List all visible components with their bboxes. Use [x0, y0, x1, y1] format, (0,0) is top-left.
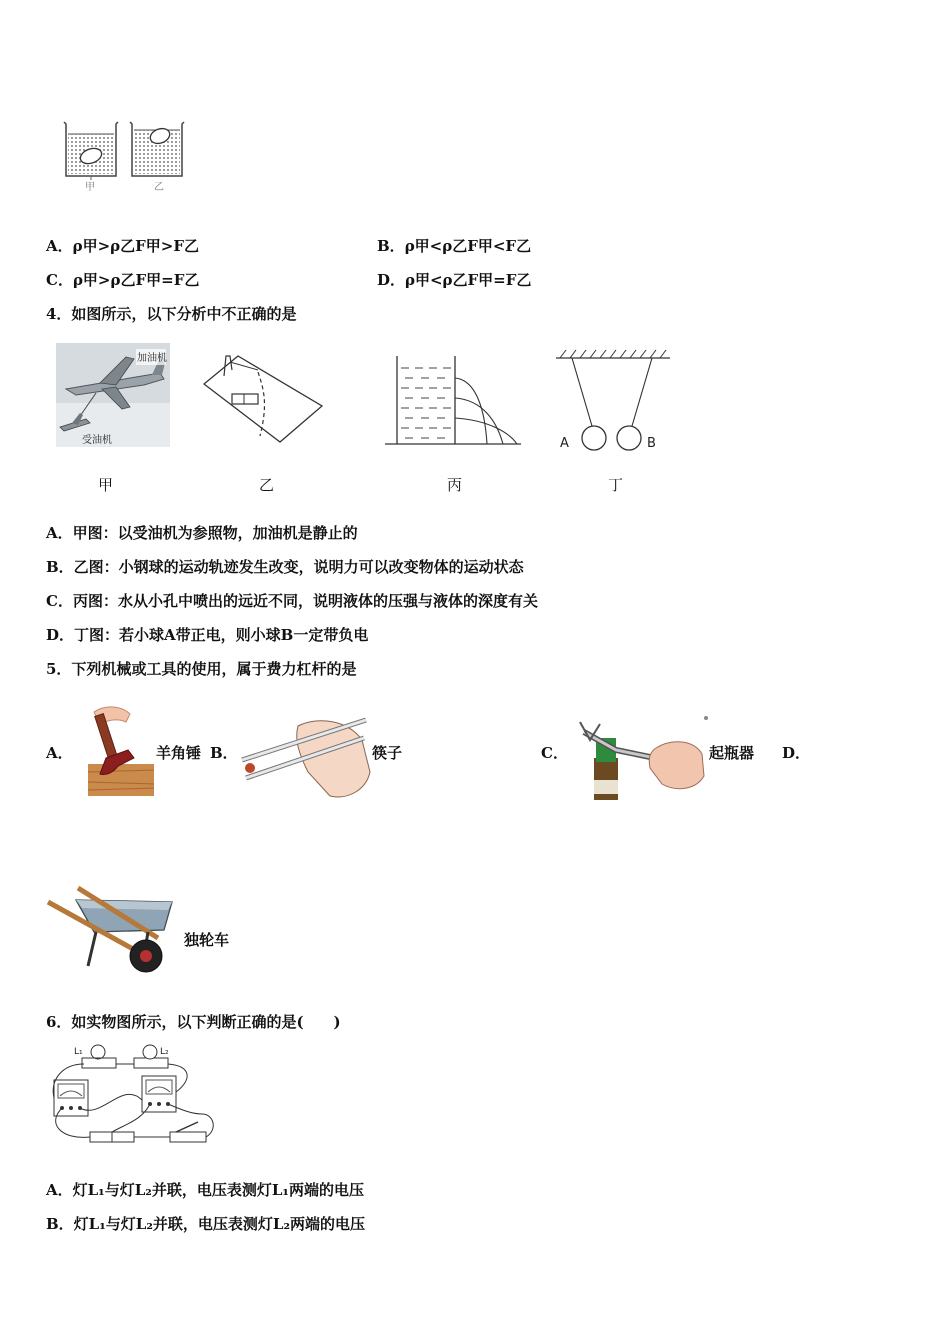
beaker-jia: [64, 122, 118, 180]
ball-b-label: B: [647, 436, 656, 451]
beaker-yi: [130, 122, 184, 176]
plane-label-bottom: 受油机: [82, 435, 112, 446]
q3-option-b-text: ρ甲<ρ乙F甲<F乙: [404, 237, 532, 255]
q4-option-b[interactable]: B．乙图：小钢球的运动轨迹发生改变，说明力可以改变物体的运动状态: [46, 558, 524, 576]
battery: [90, 1132, 134, 1142]
meter-right: [142, 1076, 176, 1112]
ball-a-circle: [582, 426, 606, 450]
q4-option-a[interactable]: A．甲图：以受油机为参照物，加油机是静止的: [46, 524, 358, 542]
lamp-l1: [82, 1045, 116, 1068]
q3-option-c[interactable]: [46, 270, 199, 290]
q3-option-c-text: ρ甲>ρ乙F甲=F乙: [72, 271, 200, 289]
beaker-left-label: 甲: [85, 182, 95, 193]
q4-caption-ding: 丁: [608, 476, 624, 494]
q5-option-a-label: 羊角锤: [156, 744, 202, 762]
q3-option-b[interactable]: [377, 236, 531, 256]
circuit-figure: [42, 1040, 220, 1150]
ball-magnet-figure: [200, 350, 326, 446]
q4-caption-yi: 乙: [259, 476, 275, 494]
q5-option-a-key[interactable]: A．: [46, 744, 73, 762]
q3-option-a-text: ρ甲>ρ乙F甲>F乙: [72, 237, 200, 255]
q4-caption-jia: 甲: [98, 476, 114, 494]
q3-option-d-key: D．: [377, 271, 406, 289]
q4-option-c[interactable]: C．丙图：水从小孔中喷出的远近不同，说明液体的压强与液体的深度有关: [46, 592, 538, 610]
q5-option-b-key[interactable]: B．: [210, 744, 238, 762]
q4-option-d[interactable]: D．丁图：若小球A带正电，则小球B一定带负电: [46, 626, 369, 644]
ball-b-circle: [617, 426, 641, 450]
q3-option-c-key: C．: [46, 271, 73, 289]
beakers-figure: [58, 116, 193, 196]
q5-option-d-label: 独轮车: [184, 931, 230, 949]
q5-option-b-label: 筷子: [372, 744, 403, 762]
q3-option-b-key: B．: [377, 237, 405, 255]
q4-caption-bing: 丙: [447, 476, 463, 494]
q3-option-a-key: A．: [46, 237, 73, 255]
lamp-l2-label: L₂: [160, 1047, 169, 1057]
wheelbarrow-image: [46, 886, 178, 980]
q6-stem: 6．如实物图所示，以下判断正确的是( ): [46, 1013, 341, 1031]
q4-stem: 4．如图所示，以下分析中不正确的是: [46, 305, 297, 323]
bottle-opener-image: [576, 714, 710, 800]
water-jets-figure: [385, 352, 525, 448]
q6-option-a[interactable]: A．灯L₁与灯L₂并联，电压表测灯L₁两端的电压: [46, 1181, 364, 1199]
q3-option-d-text: ρ甲<ρ乙F甲=F乙: [405, 271, 532, 289]
q5-option-c-key[interactable]: C．: [541, 744, 568, 762]
charged-balls-figure: [552, 348, 674, 452]
q3-option-a[interactable]: [46, 236, 199, 256]
switch: [170, 1122, 206, 1142]
q6-option-b[interactable]: B．灯L₁与灯L₂并联，电压表测灯L₂两端的电压: [46, 1215, 366, 1233]
claw-hammer-image: [88, 700, 156, 798]
refueling-planes-figure: [56, 343, 170, 447]
beaker-right-label: 乙: [154, 182, 164, 193]
lamp-l1-label: L₁: [74, 1047, 83, 1057]
q5-stem: 5．下列机械或工具的使用，属于费力杠杆的是: [46, 660, 357, 678]
q5-option-d-key[interactable]: D．: [782, 744, 811, 762]
chopsticks-image: [238, 712, 372, 800]
plane-label-top: 加油机: [137, 353, 167, 364]
q5-option-c-label: 起瓶器: [709, 744, 755, 762]
q3-option-d[interactable]: [377, 270, 531, 290]
ball-a-label: A: [560, 436, 569, 451]
